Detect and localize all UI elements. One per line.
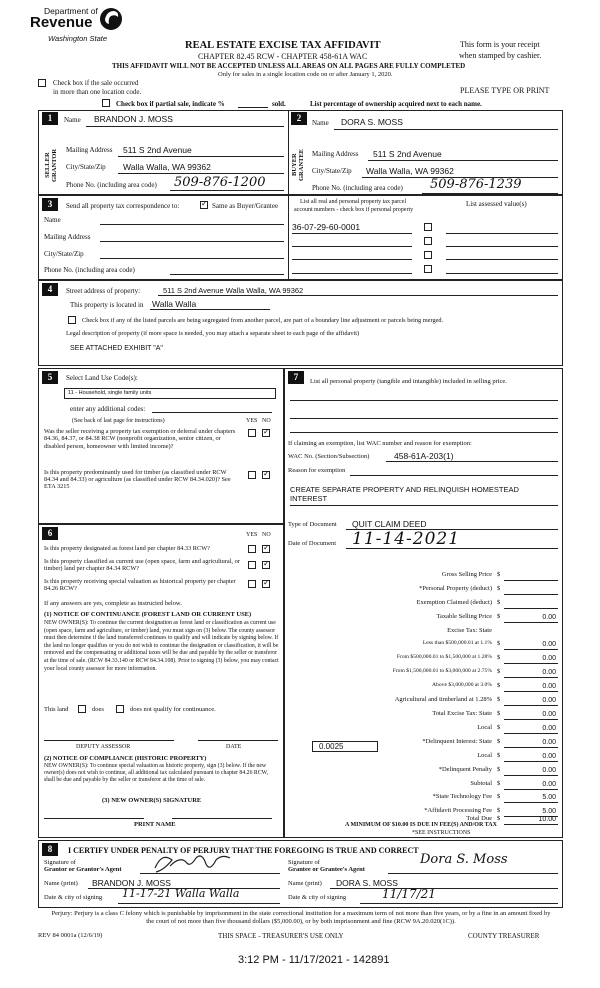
tax-row-label: *Affidavit Processing Fee — [424, 807, 492, 814]
tax-row-value[interactable]: 0.00 — [542, 614, 556, 621]
dollar-sign: $ — [497, 696, 501, 703]
dollar-sign: $ — [497, 807, 501, 814]
seller-phone-value[interactable]: 509-876-1200 — [174, 175, 266, 190]
tax-row-value[interactable]: 0.00 — [542, 767, 556, 774]
rev-number: REV 84 0001a (12/6/19) — [38, 932, 103, 939]
deputy-signature-line[interactable] — [44, 740, 174, 741]
parcel-4-personal-checkbox[interactable] — [424, 265, 432, 273]
dollar-sign: $ — [497, 613, 501, 620]
tax-row-line — [504, 747, 558, 748]
tax-row-label: From $500,000.01 to $1,500,000 at 1.28% — [396, 654, 492, 660]
revenue-swirl-icon — [98, 5, 124, 33]
tax-row-value[interactable]: 0.00 — [542, 781, 556, 788]
sig-grantor-label-2: Grantor or Grantor's Agent — [44, 866, 122, 873]
deputy-label: DEPUTY ASSESSOR — [76, 744, 131, 750]
s6-yes-header: YES — [246, 532, 258, 538]
dollar-sign: $ — [497, 571, 501, 578]
exemption-label: If claiming an exemption, list WAC number and reason for exemption: — [288, 440, 472, 447]
tax-row-line — [504, 608, 558, 609]
tax-row-label: *State Technology Fee — [432, 793, 492, 800]
reason-label: Reason for exemption — [288, 467, 346, 474]
s5-no-header: NO — [262, 418, 271, 424]
parcel-3-personal-checkbox[interactable] — [424, 251, 432, 259]
minimum-note: A MINIMUM OF $10.00 IS DUE IN FEE(S) AND/OR TAX — [345, 822, 497, 828]
s5-q1-no-checkbox[interactable] — [262, 429, 270, 437]
new-owner-sig-line-1[interactable] — [44, 818, 144, 819]
seller-phone-label: Phone No. (including area code) — [66, 181, 157, 189]
corr-name-line[interactable] — [100, 224, 284, 225]
dept-line2: Revenue — [30, 14, 93, 31]
reason-value[interactable]: CREATE SEPARATE PROPERTY AND RELINQUISH HOMESTEAD INTEREST — [290, 485, 519, 503]
land-use-value: 11 - Household, single family units — [68, 390, 152, 396]
personal-property-line-1[interactable] — [290, 400, 558, 401]
land-use-select[interactable] — [64, 388, 276, 399]
buyer-name-value[interactable]: DORA S. MOSS — [341, 117, 403, 127]
tax-row-label: Agricultural and timberland at 1.28% — [394, 696, 492, 703]
dollar-sign: $ — [497, 654, 501, 661]
certify-text: I CERTIFY UNDER PENALTY OF PERJURY THAT THE FOREGOING IS TRUE AND CORRECT — [68, 846, 419, 855]
buyer-mailing-label: Mailing Address — [312, 150, 359, 158]
buyer-name-label: Name — [312, 119, 329, 127]
seller-mailing-label: Mailing Address — [66, 146, 113, 154]
doc-type-value[interactable]: QUIT CLAIM DEED — [352, 519, 427, 529]
grantee-name-print-label: Name (print) — [288, 880, 322, 887]
located-value[interactable]: Walla Walla — [152, 299, 197, 309]
tax-row-line — [504, 580, 558, 581]
parcel-line-1 — [292, 233, 412, 234]
grantor-name-print[interactable]: BRANDON J. MOSS — [92, 878, 171, 888]
tax-row-value[interactable]: 0.00 — [542, 683, 556, 690]
this-land-label: This land — [44, 706, 69, 713]
sig-grantee-label-1: Signature of — [288, 859, 320, 866]
tax-row-line — [504, 663, 558, 664]
located-line — [150, 309, 270, 310]
buyer-name-line — [334, 129, 558, 130]
tax-row-label: Total Due — [466, 815, 492, 822]
tax-row-label: Gross Selling Price — [441, 571, 492, 578]
tax-row-line — [504, 677, 558, 678]
dollar-sign: $ — [497, 710, 501, 717]
tax-row-line — [504, 775, 558, 776]
dept-line3: Washington State — [48, 34, 108, 43]
dollar-sign: $ — [497, 599, 501, 606]
legal-value[interactable]: SEE ATTACHED EXHIBIT "A" — [70, 345, 163, 352]
buyer-phone-value[interactable]: 509-876-1239 — [430, 177, 522, 192]
parcel-1-personal-checkbox[interactable] — [424, 223, 432, 231]
s5-question-1: Was the seller receiving a property tax exemption or deferral under chapters 84.36, 84.37, or 84.38 RCW (nonprofit organization, senior citizen, or disabled person, homeowner with limited income)? — [44, 428, 236, 450]
located-label: This property is located in — [70, 301, 144, 309]
grantee-date-city[interactable]: 11/17/21 — [382, 887, 436, 901]
s5-q2-no-checkbox[interactable] — [262, 471, 270, 479]
tax-row-line — [504, 802, 558, 803]
buyer-city-label: City/State/Zip — [312, 167, 352, 175]
sig-grantee-label-2: Grantee or Grantee's Agent — [288, 866, 365, 873]
doc-date-line — [346, 548, 558, 549]
tax-row-value[interactable]: 0.00 — [542, 711, 556, 718]
tax-row-label: Subtotal — [470, 780, 492, 787]
see-instructions: *SEE INSTRUCTIONS — [412, 830, 471, 836]
multi-location-label-1: Check box if the sale occurred — [53, 79, 139, 87]
deputy-date-line[interactable] — [198, 740, 278, 741]
tax-row-value[interactable]: 5.00 — [542, 808, 556, 815]
tax-row-label: Above $3,000,000 at 3.0% — [432, 682, 492, 688]
tax-row-value[interactable]: 0.00 — [542, 739, 556, 746]
new-owner-sig-line-2[interactable] — [172, 818, 272, 819]
tax-row-label: Total Excise Tax: State — [432, 710, 492, 717]
additional-codes-label: enter any additional codes: — [70, 405, 146, 413]
land-use-label: Select Land Use Code(s): — [66, 374, 138, 382]
dollar-sign: $ — [497, 780, 501, 787]
tax-row-value[interactable]: 0.00 — [542, 641, 556, 648]
notice1-title: (1) NOTICE OF CONTINUANCE (FOREST LAND OR CURRENT USE) — [44, 611, 252, 618]
corr-phone-line[interactable] — [170, 274, 284, 275]
seller-city-label: City/State/Zip — [66, 163, 106, 171]
dollar-sign: $ — [497, 585, 501, 592]
does-checkbox[interactable] — [78, 705, 86, 713]
wac-line — [386, 461, 558, 462]
seller-name-label: Name — [64, 116, 81, 124]
reason-line-2 — [290, 505, 558, 506]
dollar-sign: $ — [497, 640, 501, 647]
street-value[interactable]: 511 S 2nd Avenue Walla Walla, WA 99362 — [163, 286, 304, 295]
deputy-date-label: DATE — [226, 744, 242, 750]
seller-name-line — [86, 126, 284, 127]
buyer-phone-label: Phone No. (including area code) — [312, 184, 403, 192]
local-rate-box[interactable] — [312, 741, 378, 752]
grantor-date-city[interactable]: 11-17-21 Walla Walla — [122, 887, 240, 900]
seller-mailing-line — [118, 156, 284, 157]
receipt-note-2: when stamped by cashier. — [459, 51, 542, 60]
buyer-side-label: BUYER GRANTEE — [291, 148, 305, 182]
s6-q2-yes-checkbox[interactable] — [248, 561, 256, 569]
section-8-number: 8 — [42, 843, 58, 856]
section-2-number: 2 — [291, 112, 307, 125]
tax-row-value[interactable]: 0.00 — [542, 669, 556, 676]
tax-row-line — [504, 594, 558, 595]
sig3-title: (3) NEW OWNER(S) SIGNATURE — [102, 797, 202, 804]
warning-line: THIS AFFIDAVIT WILL NOT BE ACCEPTED UNLESS ALL AREAS ON ALL PAGES ARE FULLY COMPLETED — [112, 62, 466, 70]
grantee-date-city-label: Date & city of signing — [288, 894, 347, 901]
segregated-note: Check box if any of the listed parcels are being segregated from another parcel, are part of a boundary line adjustment or parcels being merged. — [82, 317, 444, 324]
notice1-text: NEW OWNER(S): To continue the current designation as forest land or classification as current use (open space, farm and agriculture, or timber) land, you must sign on (3) below. The county assessor must then determine if the land transferred continues to qualify and will indicate by signing below. If the land no longer qualifies or you do not wish to continue the designation or classification, it will be removed and the compensating or additional taxes will be due and payable by the seller or transferor at the time of sale. (RCW 84.33.140 or RCW 84.34.108). Prior to signing (3) below, you may contact your local county assessor for more information. — [44, 620, 279, 672]
tax-row-label: Less than $500,000.01 at 1.1% — [422, 640, 492, 646]
parcel-1-value[interactable]: 36-07-29-60-0001 — [292, 222, 361, 232]
s5-yes-header: YES — [246, 418, 258, 424]
grantee-signature[interactable]: Dora S. Moss — [420, 852, 508, 867]
wac-value[interactable]: 458-61A-203(1) — [394, 451, 454, 461]
section-5-number: 5 — [42, 371, 58, 384]
s6-question-2: Is this property classified as current use (open space, farm and agricultural, or timber) land per chapter 84.34 RCW? — [44, 558, 240, 572]
section-divider — [288, 110, 289, 195]
parcel-line-3[interactable] — [292, 259, 412, 260]
additional-codes-line[interactable] — [152, 412, 272, 413]
tax-row-label: Local — [477, 724, 492, 731]
parcels-header-1: List all real and personal property tax parcel — [300, 199, 407, 205]
local-rate-value: 0.0025 — [319, 742, 344, 751]
tax-row-label: Taxable Selling Price — [436, 613, 492, 620]
tax-row-value[interactable]: 0.00 — [542, 753, 556, 760]
assessed-header: List assessed value(s) — [466, 200, 527, 208]
tax-row-label: Exemption Claimed (deduct) — [416, 599, 492, 606]
sales-note: Only for sales in a single location code on or after January 1, 2020. — [218, 71, 393, 78]
dollar-sign: $ — [497, 815, 501, 822]
section-7-number: 7 — [288, 371, 304, 384]
section-1-number: 1 — [42, 112, 58, 125]
s5-q1-yes-checkbox[interactable] — [248, 429, 256, 437]
tax-row-value[interactable]: 0.00 — [542, 697, 556, 704]
reason-line-1[interactable] — [350, 475, 558, 476]
sold-label: sold. — [272, 100, 286, 108]
buyer-phone-line — [422, 193, 558, 194]
multi-location-checkbox[interactable] — [38, 79, 46, 87]
section-3-divider — [288, 195, 289, 280]
tax-row-line — [504, 705, 558, 706]
s7-title: List all personal property (tangible and intangible) included in selling price. — [310, 378, 507, 385]
partial-sale-line[interactable] — [238, 107, 268, 108]
dollar-sign: $ — [497, 724, 501, 731]
s6-question-3: Is this property receiving special valuation as historical property per chapter 84.26 RCW? — [44, 578, 236, 592]
grantee-name-print[interactable]: DORA S. MOSS — [336, 878, 398, 888]
tax-row-line — [504, 649, 558, 650]
partial-sale-label: Check box if partial sale, indicate % — [116, 100, 225, 108]
dollar-sign: $ — [497, 793, 501, 800]
corr-phone-label: Phone No. (including area code) — [44, 266, 135, 274]
see-back-note: (See back of last page for instructions) — [72, 418, 165, 424]
segregated-checkbox[interactable] — [68, 316, 76, 324]
print-name-label: PRINT NAME — [134, 821, 176, 828]
legal-label: Legal description of property (if more space is needed, you may attach a separate sheet to each page of the affidavit) — [66, 330, 360, 337]
same-as-buyer-label: Same as Buyer/Grantee — [212, 202, 279, 210]
tax-row-value[interactable]: 0.00 — [542, 655, 556, 662]
tax-row-line — [504, 789, 558, 790]
sig-grantor-label-1: Signature of — [44, 859, 76, 866]
same-as-buyer-checkbox[interactable] — [200, 201, 208, 209]
tax-row-value[interactable]: 0.00 — [542, 725, 556, 732]
revenue-logo — [30, 4, 130, 54]
tax-row-line — [504, 761, 558, 762]
parcel-line-4[interactable] — [292, 273, 412, 274]
s6-question-1: Is this property designated as forest land per chapter 84.33 RCW? — [44, 545, 210, 552]
seller-side-label: SELLER GRANTOR — [44, 148, 58, 182]
form-title: REAL ESTATE EXCISE TAX AFFIDAVIT — [185, 40, 381, 51]
dollar-sign: $ — [497, 766, 501, 773]
tax-row-value[interactable]: 10.00 — [538, 816, 556, 823]
s6-no-header: NO — [262, 532, 271, 538]
tax-row-line — [504, 824, 558, 825]
dollar-sign: $ — [497, 668, 501, 675]
s6-q1-yes-checkbox[interactable] — [248, 545, 256, 553]
perjury-notice: Perjury: Perjury is a class C felony which is punishable by imprisonment in the state correctional institution for a maximum term of not more than five years, or by a fine in an amount fixed by the court of not more than five thousand dollars ($5,000.00), or by both imprisonment and fine (RCW 9A.20.020(1C)). — [51, 910, 551, 925]
assessed-line-1[interactable] — [446, 233, 558, 234]
street-line — [158, 295, 558, 296]
personal-property-line-2[interactable] — [290, 418, 558, 419]
assessed-line-3[interactable] — [446, 259, 558, 260]
county-treasurer: COUNTY TREASURER — [468, 932, 540, 940]
corr-mailing-label: Mailing Address — [44, 233, 91, 241]
dollar-sign: $ — [497, 738, 501, 745]
assessed-line-2[interactable] — [446, 246, 558, 247]
does-not-label: does not qualify for continuance. — [130, 706, 216, 713]
dollar-sign: $ — [497, 682, 501, 689]
form-subtitle: CHAPTER 82.45 RCW - CHAPTER 458-61A WAC — [198, 52, 368, 61]
grantor-name-print-label: Name (print) — [44, 880, 78, 887]
ownership-note: List percentage of ownership acquired next to each name. — [310, 100, 482, 108]
type-or-print: PLEASE TYPE OR PRINT — [460, 86, 550, 95]
treasurer-note: THIS SPACE - TREASURER'S USE ONLY — [218, 932, 344, 940]
grantee-sig-line — [388, 873, 558, 874]
tax-row-line — [504, 691, 558, 692]
notice2-text: NEW OWNER(S): To continue special valuation as historic property, sign (3) below. If the new owner(s) does not wish to continue, all additional tax calculated pursuant to chapter 84.26 RCW, shall be due and payable by the seller or transferor at the time of sale. — [44, 763, 269, 783]
grantee-name-line — [330, 888, 558, 889]
corr-city-line[interactable] — [100, 258, 284, 259]
street-label: Street address of property: — [66, 287, 141, 295]
s6-q2-no-checkbox[interactable] — [262, 561, 270, 569]
assessed-line-4[interactable] — [446, 273, 558, 274]
parcels-header-2: account numbers - check box if personal property — [294, 207, 414, 213]
grantor-sig-line — [140, 873, 280, 874]
tax-row-line — [504, 733, 558, 734]
s5-q2-yes-checkbox[interactable] — [248, 471, 256, 479]
grantee-date-line — [360, 903, 558, 904]
tax-row-label: From $1,500,000.01 to $3,000,000 at 2.75% — [392, 668, 492, 674]
tax-row-line — [504, 622, 558, 623]
personal-property-line-3[interactable] — [290, 432, 558, 433]
corr-name-label: Name — [44, 216, 61, 224]
buyer-mailing-value[interactable]: 511 S 2nd Avenue — [373, 149, 442, 159]
buyer-city-value[interactable]: Walla Walla, WA 99362 — [366, 166, 454, 176]
dept-line1: Department of — [44, 6, 98, 16]
wac-label: WAC No. (Section/Subsection) — [288, 453, 370, 460]
seller-city-value[interactable]: Walla Walla, WA 99362 — [123, 162, 211, 172]
buyer-mailing-line — [368, 160, 558, 161]
tax-row-label: *Personal Property (deduct) — [419, 585, 492, 592]
recording-stamp: 3:12 PM - 11/17/2021 - 142891 — [238, 954, 390, 966]
section-3-number: 3 — [42, 198, 58, 211]
doc-type-label: Type of Document — [288, 521, 337, 528]
tax-row-label: Local — [477, 752, 492, 759]
seller-name-value[interactable]: BRANDON J. MOSS — [94, 114, 173, 124]
s6-q1-no-checkbox[interactable] — [262, 545, 270, 553]
s6-q3-yes-checkbox[interactable] — [248, 580, 256, 588]
send-correspondence-label: Send all property tax correspondence to: — [66, 202, 180, 210]
s6-if-yes: If any answers are yes, complete as instructed below. — [44, 600, 182, 607]
parcel-line-2[interactable] — [292, 246, 412, 247]
doc-date-label: Date of Document — [288, 540, 337, 547]
corr-city-label: City/State/Zip — [44, 250, 84, 258]
does-label: does — [92, 706, 104, 713]
partial-sale-checkbox[interactable] — [102, 99, 110, 107]
multi-location-label-2: in more than one location code. — [53, 88, 142, 96]
corr-mailing-line[interactable] — [100, 241, 284, 242]
doc-date-value[interactable]: 11-14-2021 — [352, 529, 461, 549]
seller-mailing-value[interactable]: 511 S 2nd Avenue — [123, 145, 192, 155]
seller-phone-line — [170, 190, 284, 191]
section-6-number: 6 — [42, 527, 58, 540]
tax-row-label: *Delinquent Interest: State — [422, 738, 492, 745]
s6-q3-no-checkbox[interactable] — [262, 580, 270, 588]
tax-row-label: *Delinquent Penalty — [438, 766, 492, 773]
tax-row-value[interactable]: 5.00 — [542, 794, 556, 801]
receipt-note-1: This form is your receipt — [460, 40, 540, 49]
s5-question-2: Is this property predominantly used for timber (as classified under RCW 84.34 and 84.33) or agriculture (as classified under RCW 84.34.020)? See ETA 3215 — [44, 469, 231, 490]
section-4-number: 4 — [42, 283, 58, 296]
grantor-date-city-label: Date & city of signing — [44, 894, 103, 901]
tax-row-label: Excise Tax: State — [447, 627, 492, 634]
grantor-date-line — [118, 903, 280, 904]
seller-city-line — [118, 173, 284, 174]
dollar-sign: $ — [497, 752, 501, 759]
parcel-2-personal-checkbox[interactable] — [424, 237, 432, 245]
does-not-checkbox[interactable] — [116, 705, 124, 713]
notice2-title: (2) NOTICE OF COMPLIANCE (HISTORIC PROPERTY) — [44, 755, 207, 762]
tax-row-line — [504, 719, 558, 720]
